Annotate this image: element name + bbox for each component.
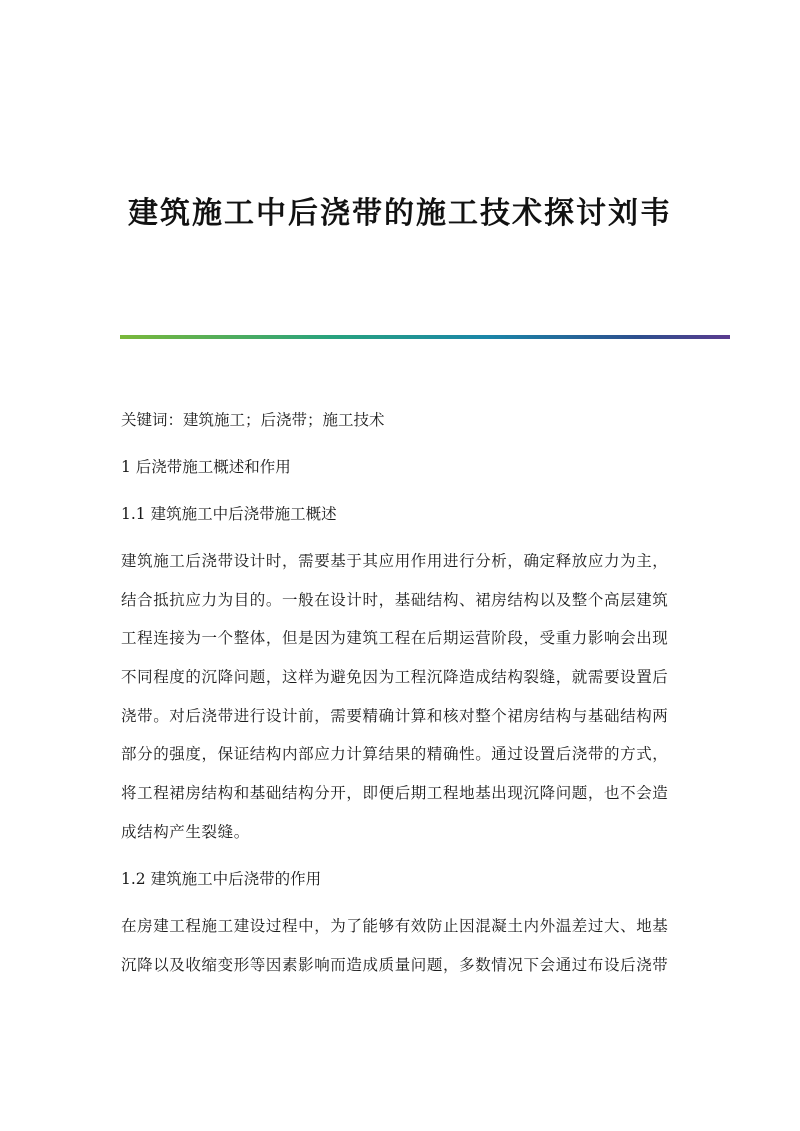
document-title: 建筑施工中后浇带的施工技术探讨刘韦 [128, 196, 672, 231]
paragraph-line: 结合抵抗应力为目的。一般在设计时，基础结构、裙房结构以及整个高层建筑 [121, 590, 669, 609]
section-heading: 1 后浇带施工概述和作用 [121, 458, 291, 476]
section-heading: 1.2 建筑施工中后浇带的作用 [121, 869, 322, 888]
paragraph-line: 沉降以及收缩变形等因素影响而造成质量问题，多数情况下会通过布设后浇带 [121, 955, 669, 974]
keywords-label: 关键词： [121, 411, 184, 429]
paragraph-line: 部分的强度，保证结构内部应力计算结果的精确性。通过设置后浇带的方式， [121, 745, 669, 764]
paragraph [121, 910, 681, 987]
title-divider [120, 335, 730, 339]
keywords-line [121, 404, 681, 451]
keywords-value: 建筑施工；后浇带；施工技术 [183, 411, 385, 429]
paragraph [121, 545, 681, 863]
paragraph-line: 将工程裙房结构和基础结构分开，即便后期工程地基出现沉降问题，也不会造 [121, 784, 669, 803]
document-body [121, 404, 681, 987]
paragraph-line: 不同程度的沉降问题，这样为避免因为工程沉降造成结构裂缝，就需要设置后 [121, 668, 669, 687]
section-heading: 1.1 建筑施工中后浇带施工概述 [121, 505, 337, 523]
paragraph-line: 建筑施工后浇带设计时，需要基于其应用作用进行分析，确定释放应力为主， [121, 552, 669, 570]
paragraph-line: 浇带。对后浇带进行设计前，需要精确计算和核对整个裙房结构与基础结构两 [121, 706, 669, 725]
paragraph-line: 成结构产生裂缝。 [121, 822, 250, 841]
paragraph-line: 工程连接为一个整体，但是因为建筑工程在后期运营阶段，受重力影响会出现 [121, 629, 669, 648]
paragraph-line: 在房建工程施工建设过程中，为了能够有效防止因混凝土内外温差过大、地基 [121, 916, 669, 935]
